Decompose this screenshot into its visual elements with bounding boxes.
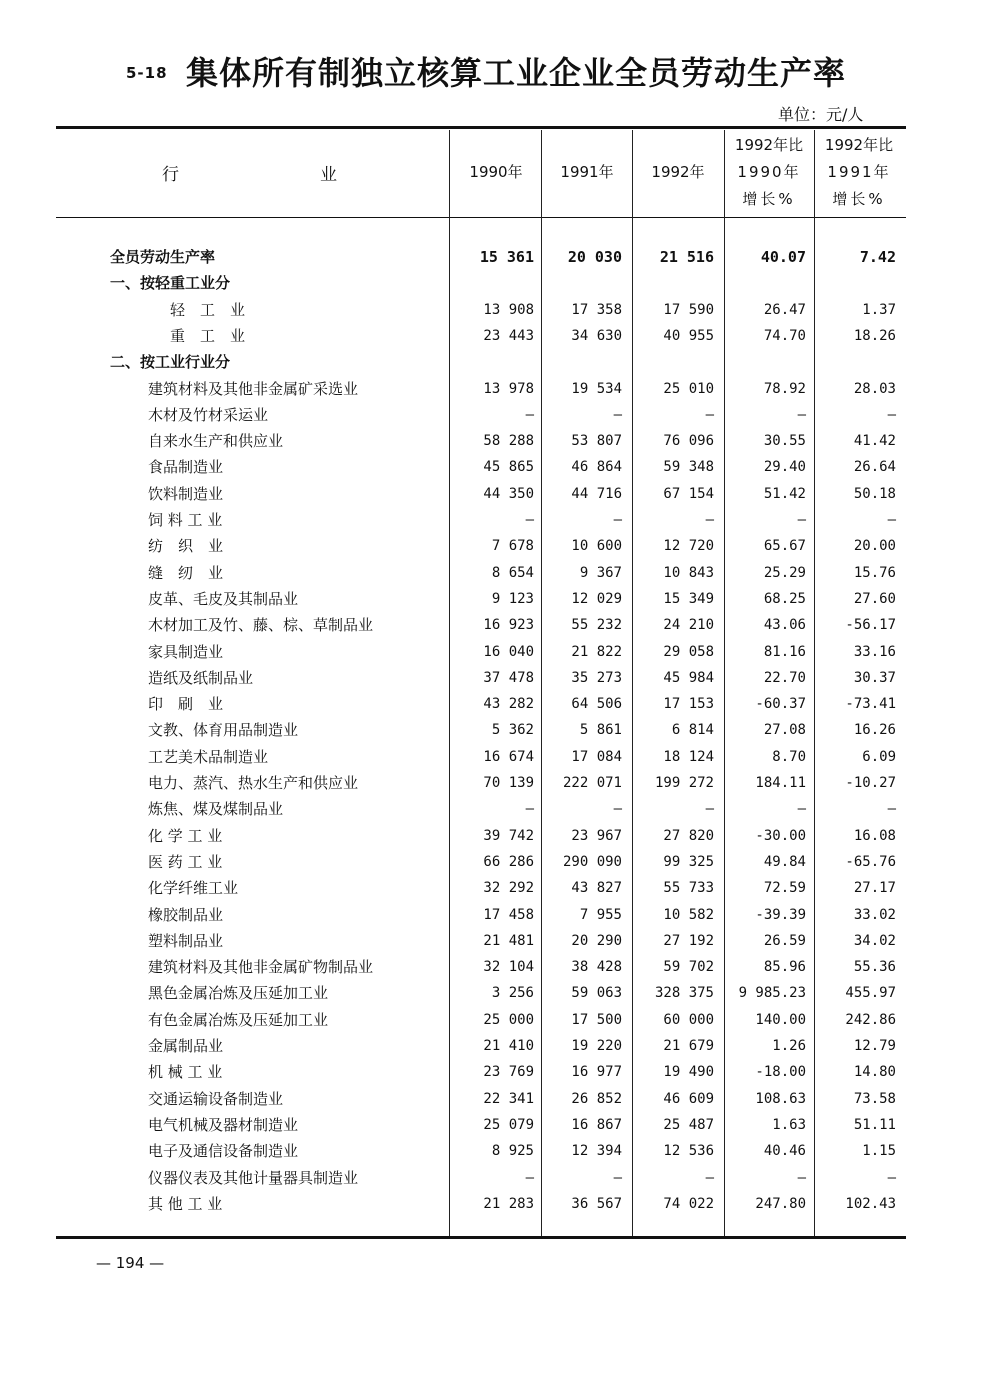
- row-value: 25 079: [483, 1116, 534, 1133]
- header-rule: [56, 217, 906, 218]
- row-label: 塑料制品业: [148, 931, 224, 950]
- row-value: 328 375: [654, 985, 714, 1002]
- row-value: -56.17: [845, 617, 896, 634]
- row-value: 81.16: [763, 643, 806, 660]
- row-value: 27.08: [763, 722, 806, 739]
- row-label: 缝 纫 业: [148, 563, 224, 582]
- table-row: [0, 323, 1000, 349]
- row-value: —: [887, 512, 896, 528]
- row-value: 99 325: [663, 853, 714, 870]
- row-value: 58 288: [483, 433, 534, 450]
- row-value: 55 232: [571, 617, 622, 634]
- header-1991: 1991年: [560, 163, 614, 181]
- table-title: [126, 48, 886, 94]
- table-row: [0, 1165, 1000, 1191]
- row-label: 橡胶制品业: [148, 905, 224, 924]
- row-label: 交通运输设备制造业: [148, 1089, 284, 1108]
- row-label: 木材加工及竹、藤、棕、草制品业: [148, 616, 374, 635]
- row-label: 文教、体育用品制造业: [148, 721, 299, 740]
- row-value: 184.11: [755, 775, 806, 791]
- row-value: 12 394: [571, 1143, 622, 1160]
- row-value: —: [797, 512, 806, 528]
- row-value: -73.41: [845, 696, 896, 713]
- row-value: —: [525, 512, 534, 528]
- table-row: [0, 928, 1000, 954]
- row-value: 9 985.23: [738, 985, 806, 1002]
- table-row: [0, 376, 1000, 402]
- row-value: 45 865: [483, 459, 534, 476]
- row-label: 炼焦、煤及煤制品业: [148, 800, 284, 819]
- row-value: 25.29: [763, 564, 806, 581]
- row-value: 29 058: [663, 643, 714, 660]
- row-value: 102.43: [845, 1195, 896, 1212]
- row-value: —: [525, 801, 534, 818]
- row-label: 一、按轻重工业分: [110, 274, 231, 293]
- row-value: 23 967: [571, 827, 622, 844]
- row-value: 73.58: [853, 1090, 896, 1107]
- bottom-rule: [56, 1236, 906, 1239]
- row-value: —: [613, 512, 622, 528]
- row-value: 76 096: [663, 433, 714, 450]
- row-value: 21 822: [571, 643, 622, 660]
- row-value: 27.60: [853, 590, 896, 607]
- row-value: 55 733: [663, 880, 714, 897]
- row-value: 222 071: [562, 775, 622, 791]
- row-value: 60 000: [663, 1011, 714, 1028]
- table-row: [0, 823, 1000, 849]
- row-value: 7 678: [491, 538, 534, 555]
- unit-label: 单位：元/人: [778, 105, 864, 124]
- row-value: 21 481: [483, 932, 534, 949]
- row-value: —: [797, 406, 806, 423]
- row-value: 65.67: [763, 538, 806, 555]
- table-row: [0, 297, 1000, 323]
- row-value: 32 104: [483, 959, 534, 976]
- row-value: 40.46: [763, 1143, 806, 1160]
- row-value: 33.16: [853, 643, 896, 660]
- row-value: 26.64: [853, 459, 896, 476]
- table-row: [0, 1007, 1000, 1033]
- row-label: 工艺美术品制造业: [148, 747, 269, 766]
- row-value: 23 443: [483, 327, 534, 344]
- header-vs1991: [816, 132, 902, 213]
- row-value: 8 925: [491, 1143, 534, 1160]
- row-value: 40.07: [760, 248, 806, 266]
- row-value: 67 154: [663, 485, 714, 502]
- row-label: 医 药 工 业: [148, 852, 223, 871]
- row-value: 17 153: [663, 696, 714, 713]
- row-value: 27.17: [853, 880, 896, 897]
- row-value: 12 029: [571, 590, 622, 607]
- row-value: 17 500: [571, 1011, 622, 1028]
- row-value: 34.02: [853, 932, 896, 949]
- table-row: [0, 244, 1000, 270]
- row-value: 39 742: [483, 827, 534, 844]
- row-value: 19 534: [571, 380, 622, 397]
- row-value: 6 814: [671, 722, 714, 739]
- table-row: [0, 1191, 1000, 1217]
- row-label: 机 械 工 业: [148, 1063, 223, 1082]
- row-value: —: [705, 406, 714, 423]
- row-label: 自来水生产和供应业: [148, 432, 284, 451]
- row-value: 23 769: [483, 1064, 534, 1081]
- row-value: -30.00: [755, 827, 806, 844]
- row-value: 26.59: [763, 932, 806, 949]
- row-value: 22 341: [483, 1090, 534, 1107]
- row-value: 290 090: [562, 853, 622, 870]
- table-row: [0, 770, 1000, 796]
- row-value: 13 978: [483, 380, 534, 397]
- row-value: -18.00: [755, 1064, 806, 1081]
- row-label: 仪器仪表及其他计量器具制造业: [148, 1168, 359, 1187]
- row-value: 44 716: [571, 485, 622, 502]
- row-value: 33.02: [853, 906, 896, 923]
- row-value: 1.63: [772, 1116, 806, 1133]
- row-value: 7 955: [579, 906, 622, 923]
- header-vs1991-line1: 1992年比: [824, 136, 894, 154]
- row-value: 8 654: [491, 564, 534, 581]
- row-value: 247.80: [755, 1195, 806, 1212]
- row-value: 45 984: [663, 669, 714, 686]
- row-value: 21 410: [483, 1038, 534, 1054]
- row-value: 10 582: [663, 906, 714, 923]
- row-value: 14.80: [853, 1064, 896, 1081]
- row-label: 二、按工业行业分: [110, 353, 231, 372]
- row-label: 化学纤维工业: [148, 879, 239, 898]
- row-label: 饲 料 工 业: [148, 511, 223, 529]
- row-value: 78.92: [763, 380, 806, 397]
- row-label: 建筑材料及其他非金属矿物制品业: [148, 958, 374, 977]
- top-rule: [56, 126, 906, 129]
- row-label: 纺 织 业: [148, 537, 224, 556]
- table-row: [0, 1059, 1000, 1085]
- table-number: 5-18: [126, 64, 168, 82]
- row-value: 40 955: [663, 327, 714, 344]
- row-value: 108.63: [755, 1090, 806, 1107]
- row-value: 85.96: [763, 959, 806, 976]
- table-row: [0, 849, 1000, 875]
- table-row: [0, 717, 1000, 743]
- row-value: 5 362: [491, 722, 534, 739]
- table-row: [0, 428, 1000, 454]
- row-value: 20.00: [853, 538, 896, 555]
- row-value: 32 292: [483, 880, 534, 897]
- row-value: 50.18: [853, 485, 896, 502]
- table-row: [0, 744, 1000, 770]
- header-vs1990: [726, 132, 812, 213]
- row-value: 13 908: [483, 301, 534, 318]
- row-value: 30.37: [853, 669, 896, 686]
- row-value: 16 040: [483, 643, 534, 660]
- row-value: 46 609: [663, 1090, 714, 1107]
- row-value: 21 679: [663, 1038, 714, 1054]
- row-label: 食品制造业: [148, 458, 224, 477]
- page-title: 集体所有制独立核算工业企业全员劳动生产率: [186, 54, 847, 92]
- row-value: —: [705, 1169, 714, 1186]
- row-value: 49.84: [763, 853, 806, 870]
- row-value: 70 139: [483, 775, 534, 791]
- row-value: —: [797, 1169, 806, 1186]
- header-label-ye: 业: [320, 165, 337, 185]
- row-value: 9 123: [491, 590, 534, 607]
- row-value: 12 720: [663, 538, 714, 555]
- row-value: 29.40: [763, 459, 806, 476]
- row-value: 140.00: [755, 1011, 806, 1028]
- row-value: 17 084: [571, 748, 622, 765]
- page-number: — 194 —: [96, 1254, 165, 1272]
- row-value: —: [705, 801, 714, 818]
- header-vs1990-line3: 增长%: [742, 190, 796, 208]
- row-label: 黑色金属冶炼及压延加工业: [148, 984, 329, 1003]
- row-value: 15.76: [853, 564, 896, 581]
- header-1990: 1990年: [469, 163, 523, 181]
- row-value: —: [797, 801, 806, 818]
- row-value: 1.37: [862, 301, 896, 318]
- row-value: 46 864: [571, 459, 622, 476]
- row-value: 27 192: [663, 932, 714, 949]
- row-value: 66 286: [483, 853, 534, 870]
- row-value: 38 428: [571, 959, 622, 976]
- row-value: 74.70: [763, 327, 806, 344]
- header-label-hang: 行: [162, 165, 179, 185]
- table-row: [0, 349, 1000, 375]
- row-label: 木材及竹材采运业: [148, 405, 269, 424]
- row-value: —: [613, 801, 622, 818]
- row-value: 10 843: [663, 564, 714, 581]
- row-value: 30.55: [763, 433, 806, 450]
- table-row: [0, 954, 1000, 980]
- row-value: 59 702: [663, 959, 714, 976]
- row-value: 44 350: [483, 485, 534, 502]
- row-value: 19 490: [663, 1064, 714, 1081]
- row-label: 造纸及纸制品业: [148, 668, 254, 687]
- table-row: [0, 270, 1000, 296]
- row-label: 全员劳动生产率: [110, 248, 216, 266]
- row-value: 1.15: [862, 1143, 896, 1160]
- table-row: [0, 639, 1000, 665]
- row-value: 12.79: [853, 1038, 896, 1054]
- row-label: 其 他 工 业: [148, 1194, 223, 1213]
- row-value: 43 282: [483, 696, 534, 713]
- row-value: 64 506: [571, 696, 622, 713]
- row-value: -10.27: [845, 775, 896, 791]
- row-value: 37 478: [483, 669, 534, 686]
- table-row: [0, 481, 1000, 507]
- row-value: 43 827: [571, 880, 622, 897]
- row-value: 242.86: [845, 1011, 896, 1028]
- row-value: 16 674: [483, 748, 534, 765]
- row-value: 16.26: [853, 722, 896, 739]
- row-label: 电子及通信设备制造业: [148, 1142, 299, 1161]
- row-value: 15 349: [663, 590, 714, 607]
- row-value: —: [525, 406, 534, 423]
- row-value: 51.11: [853, 1116, 896, 1133]
- row-label: 建筑材料及其他非金属矿采选业: [148, 379, 359, 398]
- row-value: 199 272: [654, 775, 714, 791]
- row-value: 18 124: [663, 748, 714, 765]
- row-value: 55.36: [853, 959, 896, 976]
- row-value: -65.76: [845, 853, 896, 870]
- row-value: 34 630: [571, 327, 622, 344]
- table-row: [0, 1086, 1000, 1112]
- row-value: 8.70: [772, 748, 806, 765]
- row-value: 26 852: [571, 1090, 622, 1107]
- table-row: [0, 533, 1000, 559]
- table-row: [0, 980, 1000, 1006]
- row-value: 17 358: [571, 301, 622, 318]
- row-label: 重 工 业: [170, 326, 246, 345]
- row-value: 15 361: [479, 248, 534, 266]
- row-value: 41.42: [853, 433, 896, 450]
- row-value: 17 590: [663, 301, 714, 318]
- row-value: 59 348: [663, 459, 714, 476]
- row-value: 16.08: [853, 827, 896, 844]
- row-label: 电气机械及器材制造业: [148, 1115, 299, 1134]
- table-row: [0, 586, 1000, 612]
- row-value: 22.70: [763, 669, 806, 686]
- row-value: 21 516: [659, 248, 714, 266]
- row-value: 12 536: [663, 1143, 714, 1160]
- table-row: [0, 454, 1000, 480]
- row-value: 20 290: [571, 932, 622, 949]
- row-value: 1.26: [772, 1038, 806, 1054]
- row-value: 27 820: [663, 827, 714, 844]
- row-value: -39.39: [755, 906, 806, 923]
- row-value: 3 256: [491, 985, 534, 1002]
- table-row: [0, 875, 1000, 901]
- row-value: 51.42: [763, 485, 806, 502]
- row-label: 有色金属冶炼及压延加工业: [148, 1010, 329, 1029]
- row-label: 皮革、毛皮及其制品业: [148, 589, 299, 608]
- row-value: —: [613, 1169, 622, 1186]
- row-value: —: [887, 406, 896, 423]
- row-value: —: [887, 801, 896, 818]
- row-value: 68.25: [763, 590, 806, 607]
- table-row: [0, 691, 1000, 717]
- row-value: 35 273: [571, 669, 622, 686]
- header-vs1990-line1: 1992年比: [734, 136, 804, 154]
- header-1992: 1992年: [651, 163, 705, 181]
- row-value: 5 861: [579, 722, 622, 739]
- row-value: 26.47: [763, 301, 806, 318]
- row-label: 家具制造业: [148, 642, 224, 661]
- row-value: 24 210: [663, 617, 714, 634]
- row-label: 金属制品业: [148, 1037, 224, 1055]
- row-value: 20 030: [567, 248, 622, 266]
- row-value: 16 977: [571, 1064, 622, 1081]
- row-value: 455.97: [845, 985, 896, 1002]
- table-row: [0, 1112, 1000, 1138]
- table-row: [0, 612, 1000, 638]
- row-value: 59 063: [571, 985, 622, 1002]
- row-value: 16 923: [483, 617, 534, 634]
- table-row: [0, 560, 1000, 586]
- row-value: 25 000: [483, 1011, 534, 1028]
- table-row: [0, 796, 1000, 822]
- table-row: [0, 402, 1000, 428]
- header-vs1991-line3: 增长%: [832, 190, 886, 208]
- row-value: 36 567: [571, 1195, 622, 1212]
- row-value: 72.59: [763, 880, 806, 897]
- row-value: 28.03: [853, 380, 896, 397]
- row-value: 9 367: [579, 564, 622, 581]
- header-vs1990-line2: 1990年: [737, 163, 801, 181]
- row-value: 6.09: [862, 748, 896, 765]
- row-value: —: [525, 1169, 534, 1186]
- table-row: [0, 507, 1000, 533]
- row-value: 21 283: [483, 1195, 534, 1212]
- row-value: 18.26: [853, 327, 896, 344]
- row-value: 10 600: [571, 538, 622, 555]
- row-label: 轻 工 业: [170, 300, 246, 319]
- row-label: 电力、蒸汽、热水生产和供应业: [148, 774, 359, 792]
- row-value: -60.37: [755, 696, 806, 713]
- table-row: [0, 1138, 1000, 1164]
- row-value: 19 220: [571, 1038, 622, 1054]
- table-row: [0, 1033, 1000, 1059]
- row-value: 17 458: [483, 906, 534, 923]
- row-label: 饮料制造业: [148, 484, 224, 503]
- row-value: —: [705, 512, 714, 528]
- row-value: —: [613, 406, 622, 423]
- row-value: 25 010: [663, 380, 714, 397]
- row-value: 74 022: [663, 1195, 714, 1212]
- header-vs1991-line2: 1991年: [827, 163, 891, 181]
- row-value: —: [887, 1169, 896, 1186]
- row-value: 53 807: [571, 433, 622, 450]
- row-label: 印 刷 业: [148, 695, 224, 714]
- row-value: 7.42: [859, 248, 896, 266]
- table-row: [0, 665, 1000, 691]
- row-value: 16 867: [571, 1116, 622, 1133]
- row-value: 43.06: [763, 617, 806, 634]
- row-label: 化 学 工 业: [148, 826, 223, 845]
- row-value: 25 487: [663, 1116, 714, 1133]
- table-row: [0, 902, 1000, 928]
